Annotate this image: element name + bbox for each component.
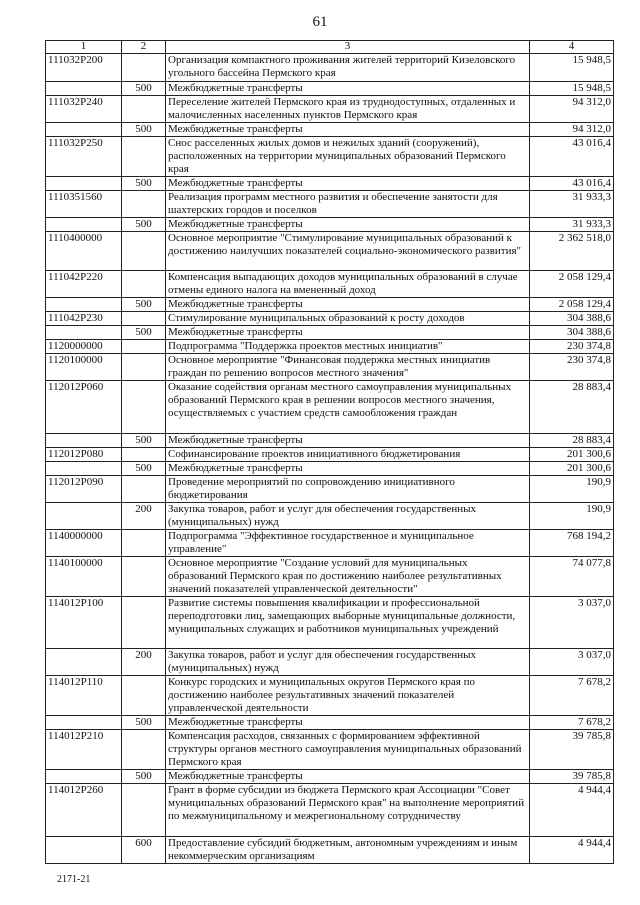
row-code: [46, 82, 122, 96]
row-expense-type: 500: [122, 434, 166, 448]
row-name: Межбюджетные трансферты: [166, 298, 530, 312]
table-row: [46, 476, 614, 503]
row-amount: 15 948,5: [530, 54, 614, 82]
row-amount: 31 933,3: [530, 218, 614, 232]
column-header-1: 1: [46, 41, 122, 54]
row-expense-type: [122, 448, 166, 462]
row-amount: 304 388,6: [530, 326, 614, 340]
row-amount: 94 312,0: [530, 123, 614, 137]
row-amount: 4 944,4: [530, 784, 614, 837]
row-name: Межбюджетные трансферты: [166, 123, 530, 137]
row-amount: 28 883,4: [530, 381, 614, 434]
row-amount: 39 785,8: [530, 770, 614, 784]
row-amount: 190,9: [530, 503, 614, 530]
row-amount: 7 678,2: [530, 676, 614, 716]
row-amount: 768 194,2: [530, 530, 614, 557]
row-amount: 74 077,8: [530, 557, 614, 597]
row-code: 1110400000: [46, 232, 122, 271]
row-name: Грант в форме субсидии из бюджета Пермского края Ассоциации "Совет муниципальных образований Пермского края" на выполнение мероприятий по межмуниципальному и межрегиональному сотрудничеству: [166, 784, 530, 837]
row-code: [46, 326, 122, 340]
row-name: Проведение мероприятий по сопровождению инициативного бюджетирования: [166, 476, 530, 503]
row-expense-type: 200: [122, 649, 166, 676]
row-expense-type: [122, 676, 166, 716]
table-row: [46, 676, 614, 716]
row-name: Межбюджетные трансферты: [166, 177, 530, 191]
row-code: 1120000000: [46, 340, 122, 354]
row-name: Софинансирование проектов инициативного бюджетирования: [166, 448, 530, 462]
row-code: 111032P250: [46, 137, 122, 177]
row-amount: 190,9: [530, 476, 614, 503]
row-expense-type: [122, 54, 166, 82]
table-row: [46, 96, 614, 123]
row-amount: 230 374,8: [530, 354, 614, 381]
table-row: [46, 649, 614, 676]
row-expense-type: 500: [122, 298, 166, 312]
row-expense-type: [122, 597, 166, 649]
row-code: [46, 503, 122, 530]
row-code: [46, 462, 122, 476]
row-code: [46, 177, 122, 191]
row-amount: 31 933,3: [530, 191, 614, 218]
table-row: [46, 597, 614, 649]
row-name: Межбюджетные трансферты: [166, 716, 530, 730]
row-name: Подпрограмма "Эффективное государственное и муниципальное управление": [166, 530, 530, 557]
row-code: [46, 123, 122, 137]
row-code: 114012P110: [46, 676, 122, 716]
row-code: 1140000000: [46, 530, 122, 557]
budget-table: [45, 40, 614, 864]
table-row: [46, 503, 614, 530]
row-code: 114012P100: [46, 597, 122, 649]
row-name: Компенсация выпадающих доходов муниципальных образований в случае отмены единого налога на вмененный доход: [166, 271, 530, 298]
table-row: [46, 177, 614, 191]
row-name: Основное мероприятие "Финансовая поддержка местных инициатив граждан по решению вопросов местного значения": [166, 354, 530, 381]
table-row: [46, 271, 614, 298]
row-expense-type: 500: [122, 218, 166, 232]
row-expense-type: 500: [122, 326, 166, 340]
row-expense-type: 500: [122, 123, 166, 137]
row-amount: 2 362 518,0: [530, 232, 614, 271]
row-name: Основное мероприятие "Создание условий для муниципальных образований Пермского края по достижению наиболее результативных значений показателей управленческой деятельности": [166, 557, 530, 597]
row-code: [46, 218, 122, 232]
row-expense-type: 200: [122, 503, 166, 530]
row-name: Реализация программ местного развития и обеспечение занятости для шахтерских городов и поселков: [166, 191, 530, 218]
row-name: Межбюджетные трансферты: [166, 434, 530, 448]
row-name: Развитие системы повышения квалификации и профессиональной переподготовки лиц, замещающих выборные муниципальные должности, муниципальных служащих и работников муниципальных учреждений: [166, 597, 530, 649]
table-row: [46, 123, 614, 137]
row-expense-type: [122, 191, 166, 218]
row-name: Стимулирование муниципальных образований к росту доходов: [166, 312, 530, 326]
row-expense-type: [122, 476, 166, 503]
row-amount: 15 948,5: [530, 82, 614, 96]
table-row: [46, 730, 614, 770]
row-code: 1120100000: [46, 354, 122, 381]
table-row: [46, 191, 614, 218]
row-code: 114012P210: [46, 730, 122, 770]
row-name: Организация компактного проживания жителей территорий Кизеловского угольного бассейна Пермского края: [166, 54, 530, 82]
row-expense-type: [122, 137, 166, 177]
table-row: [46, 530, 614, 557]
row-code: 1110351560: [46, 191, 122, 218]
row-expense-type: 500: [122, 82, 166, 96]
row-expense-type: [122, 784, 166, 837]
table-row: [46, 232, 614, 271]
column-header-4: 4: [530, 41, 614, 54]
row-name: Межбюджетные трансферты: [166, 462, 530, 476]
row-expense-type: [122, 381, 166, 434]
row-code: 112012P090: [46, 476, 122, 503]
table-row: [46, 716, 614, 730]
table-row: [46, 770, 614, 784]
column-header-2: 2: [122, 41, 166, 54]
row-name: Оказание содействия органам местного самоуправления муниципальных образований Пермского края в решении вопросов местного значения, осуществляемых с участием средств самообложения граждан: [166, 381, 530, 434]
row-expense-type: [122, 354, 166, 381]
table-row: [46, 298, 614, 312]
table-row: [46, 462, 614, 476]
row-expense-type: 600: [122, 837, 166, 864]
row-expense-type: [122, 557, 166, 597]
table-row: [46, 312, 614, 326]
row-expense-type: [122, 312, 166, 326]
row-name: Межбюджетные трансферты: [166, 770, 530, 784]
row-code: [46, 770, 122, 784]
row-code: 112012P060: [46, 381, 122, 434]
header-row: [46, 41, 614, 54]
table-row: [46, 354, 614, 381]
row-expense-type: 500: [122, 770, 166, 784]
row-name: Переселение жителей Пермского края из труднодоступных, отдаленных и малочисленных населенных пунктов Пермского края: [166, 96, 530, 123]
row-name: Подпрограмма "Поддержка проектов местных инициатив": [166, 340, 530, 354]
row-name: Снос расселенных жилых домов и нежилых зданий (сооружений), расположенных на территории муниципальных образований Пермского края: [166, 137, 530, 177]
column-header-3: 3: [166, 41, 530, 54]
row-code: [46, 434, 122, 448]
row-code: [46, 649, 122, 676]
row-amount: 201 300,6: [530, 462, 614, 476]
row-amount: 304 388,6: [530, 312, 614, 326]
row-amount: 4 944,4: [530, 837, 614, 864]
row-amount: 94 312,0: [530, 96, 614, 123]
row-code: 112012P080: [46, 448, 122, 462]
row-amount: 2 058 129,4: [530, 298, 614, 312]
table-row: [46, 557, 614, 597]
row-amount: 2 058 129,4: [530, 271, 614, 298]
row-expense-type: 500: [122, 177, 166, 191]
row-expense-type: [122, 530, 166, 557]
row-name: Межбюджетные трансферты: [166, 82, 530, 96]
table-row: [46, 381, 614, 434]
row-code: 111042P230: [46, 312, 122, 326]
table-row: [46, 218, 614, 232]
row-code: 111042P220: [46, 271, 122, 298]
row-amount: 230 374,8: [530, 340, 614, 354]
table-row: [46, 340, 614, 354]
row-expense-type: [122, 271, 166, 298]
row-expense-type: 500: [122, 462, 166, 476]
row-name: Предоставление субсидий бюджетным, автономным учреждениям и иным некоммерческим организациям: [166, 837, 530, 864]
row-name: Закупка товаров, работ и услуг для обеспечения государственных (муниципальных) нужд: [166, 503, 530, 530]
row-amount: 43 016,4: [530, 137, 614, 177]
row-expense-type: [122, 340, 166, 354]
row-name: Межбюджетные трансферты: [166, 326, 530, 340]
row-expense-type: [122, 232, 166, 271]
footer-code: 2171-21: [57, 874, 91, 885]
row-code: [46, 837, 122, 864]
row-amount: 43 016,4: [530, 177, 614, 191]
row-name: Межбюджетные трансферты: [166, 218, 530, 232]
table-row: [46, 448, 614, 462]
table-row: [46, 784, 614, 837]
table-row: [46, 837, 614, 864]
row-amount: 7 678,2: [530, 716, 614, 730]
row-name: Закупка товаров, работ и услуг для обеспечения государственных (муниципальных) нужд: [166, 649, 530, 676]
row-expense-type: 500: [122, 716, 166, 730]
row-expense-type: [122, 730, 166, 770]
row-expense-type: [122, 96, 166, 123]
row-amount: 3 037,0: [530, 597, 614, 649]
row-code: [46, 716, 122, 730]
row-amount: 3 037,0: [530, 649, 614, 676]
row-code: 1140100000: [46, 557, 122, 597]
table-row: [46, 54, 614, 82]
table-row: [46, 434, 614, 448]
row-code: 111032P240: [46, 96, 122, 123]
row-name: Основное мероприятие "Стимулирование муниципальных образований к достижению наилучших показателей социально-экономического развития": [166, 232, 530, 271]
table-row: [46, 326, 614, 340]
row-name: Компенсация расходов, связанных с формированием эффективной структуры органов местного самоуправления муниципальных образований Пермского края: [166, 730, 530, 770]
table-row: [46, 82, 614, 96]
row-code: 114012P260: [46, 784, 122, 837]
page-number: 61: [312, 14, 328, 30]
row-amount: 201 300,6: [530, 448, 614, 462]
row-code: 111032P200: [46, 54, 122, 82]
row-code: [46, 298, 122, 312]
table-body: [46, 54, 614, 864]
row-amount: 39 785,8: [530, 730, 614, 770]
row-name: Конкурс городских и муниципальных округов Пермского края по достижению наиболее результативных значений показателей управленческой деятельности: [166, 676, 530, 716]
row-amount: 28 883,4: [530, 434, 614, 448]
table-row: [46, 137, 614, 177]
